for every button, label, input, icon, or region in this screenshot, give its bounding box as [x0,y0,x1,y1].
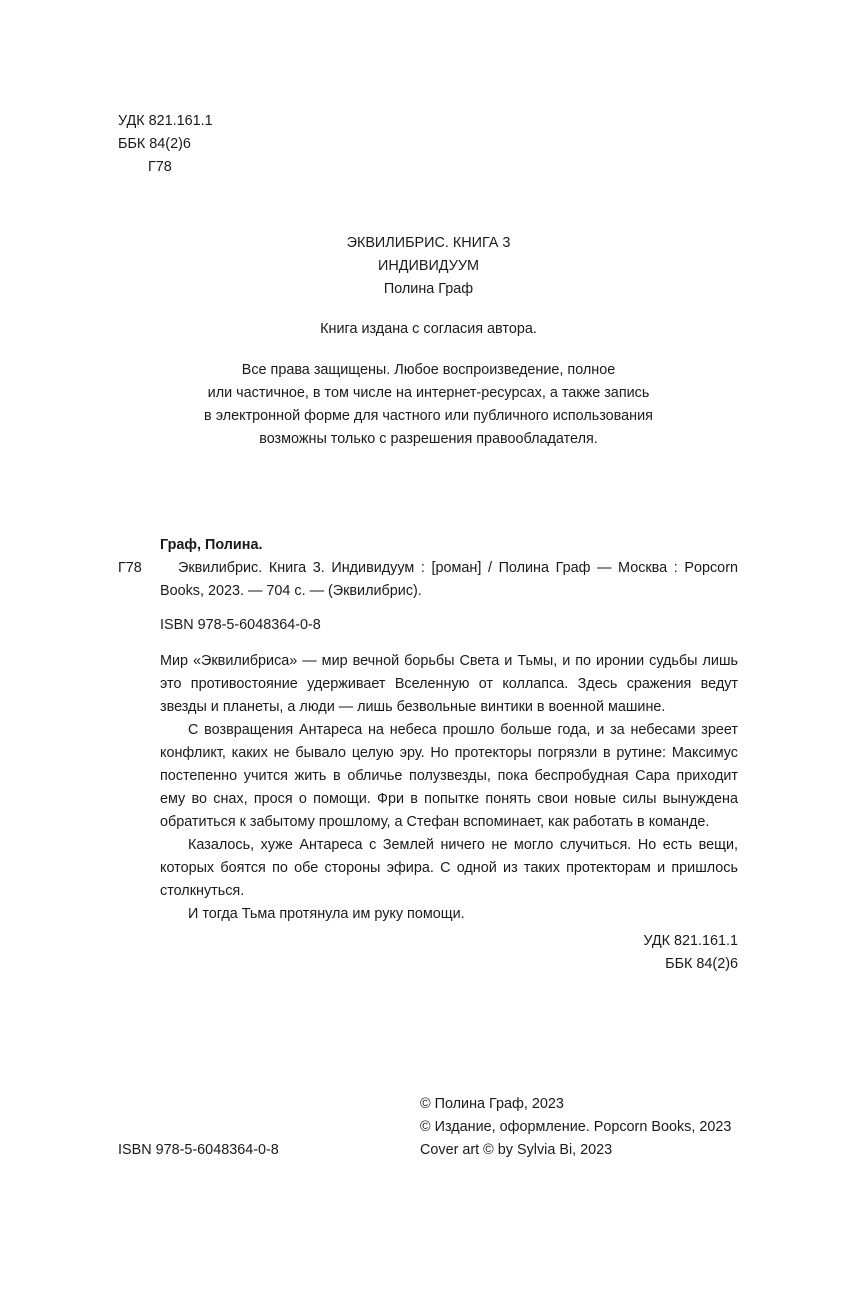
annotation-line: ему во снах, прося о помощи. Фри в попытке понять свои новые силы вынуждена [160,791,738,807]
book-author: Полина Граф [383,281,474,297]
rights-line: возможны только с разрешения правообладателя. [259,431,598,447]
annotation-line: И тогда Тьма протянула им руку помощи. [188,906,465,922]
annotation-line: конфликт, каких не бывало целую эру. Но протекторы погрязли в рутине: Максимус [160,745,738,761]
copyright-line: © Издание, оформление. Popcorn Books, 2023 [420,1119,732,1135]
copyright-line: © Полина Граф, 2023 [420,1096,564,1112]
consent-note: Книга издана с согласия автора. [320,321,537,337]
bib-isbn: ISBN 978-5-6048364-0-8 [160,617,321,633]
udk-code-bottom: УДК 821.161.1 [643,933,738,949]
bib-author-heading: Граф, Полина. [160,537,263,553]
rights-line: Все права защищены. Любое воспроизведение, полное [241,362,616,378]
annotation-line: С возвращения Антареса на небеса прошло больше года, и за небесами зреет [188,722,738,738]
udk-code: УДК 821.161.1 [118,113,213,129]
author-mark: Г78 [148,159,172,175]
annotation-line: это противостояние удерживает Вселенную от коллапса. Здесь сражения ведут [160,676,738,692]
annotation-line: Мир «Эквилибриса» — мир вечной борьбы Света и Тьмы, и по иронии судьбы лишь [160,653,738,669]
bbk-code-bottom: ББК 84(2)6 [665,956,738,972]
bbk-code: ББК 84(2)6 [118,136,191,152]
annotation [160,650,738,926]
bib-description-line: Books, 2023. — 704 с. — (Эквилибрис). [160,583,422,599]
bib-author-mark: Г78 [118,560,142,576]
bib-description [160,557,738,603]
series-title: ЭКВИЛИБРИС. КНИГА 3 [346,235,511,251]
rights-line: или частичное, в том числе на интернет-ресурсах, а также запись [207,385,650,401]
rights-line: в электронной форме для частного или публичного использования [204,408,653,424]
footer-isbn: ISBN 978-5-6048364-0-8 [118,1142,279,1158]
copyright-line: Cover art © by Sylvia Bi, 2023 [420,1142,613,1158]
annotation-line: которых боятся по обе стороны эфира. С одной из таких протекторам и пришлось [160,860,738,876]
annotation-line: звезды и планеты, а люди — лишь безвольные винтики в военной машине. [160,699,666,715]
bib-description-line: Эквилибрис. Книга 3. Индивидуум : [роман] / Полина Граф — Москва : Popcorn [178,560,738,576]
annotation-line: постепенно учится жить в обличье полузвезды, пока беспробудная Сара приходит [160,768,738,784]
annotation-line: Казалось, хуже Антареса с Землей ничего не могло случиться. Но есть вещи, [188,837,738,853]
annotation-line: столкнуться. [160,883,245,899]
book-title: ИНДИВИДУУМ [378,258,479,274]
annotation-line: обратиться к забытому прошлому, а Стефан вспоминает, как работать в команде. [160,814,710,830]
